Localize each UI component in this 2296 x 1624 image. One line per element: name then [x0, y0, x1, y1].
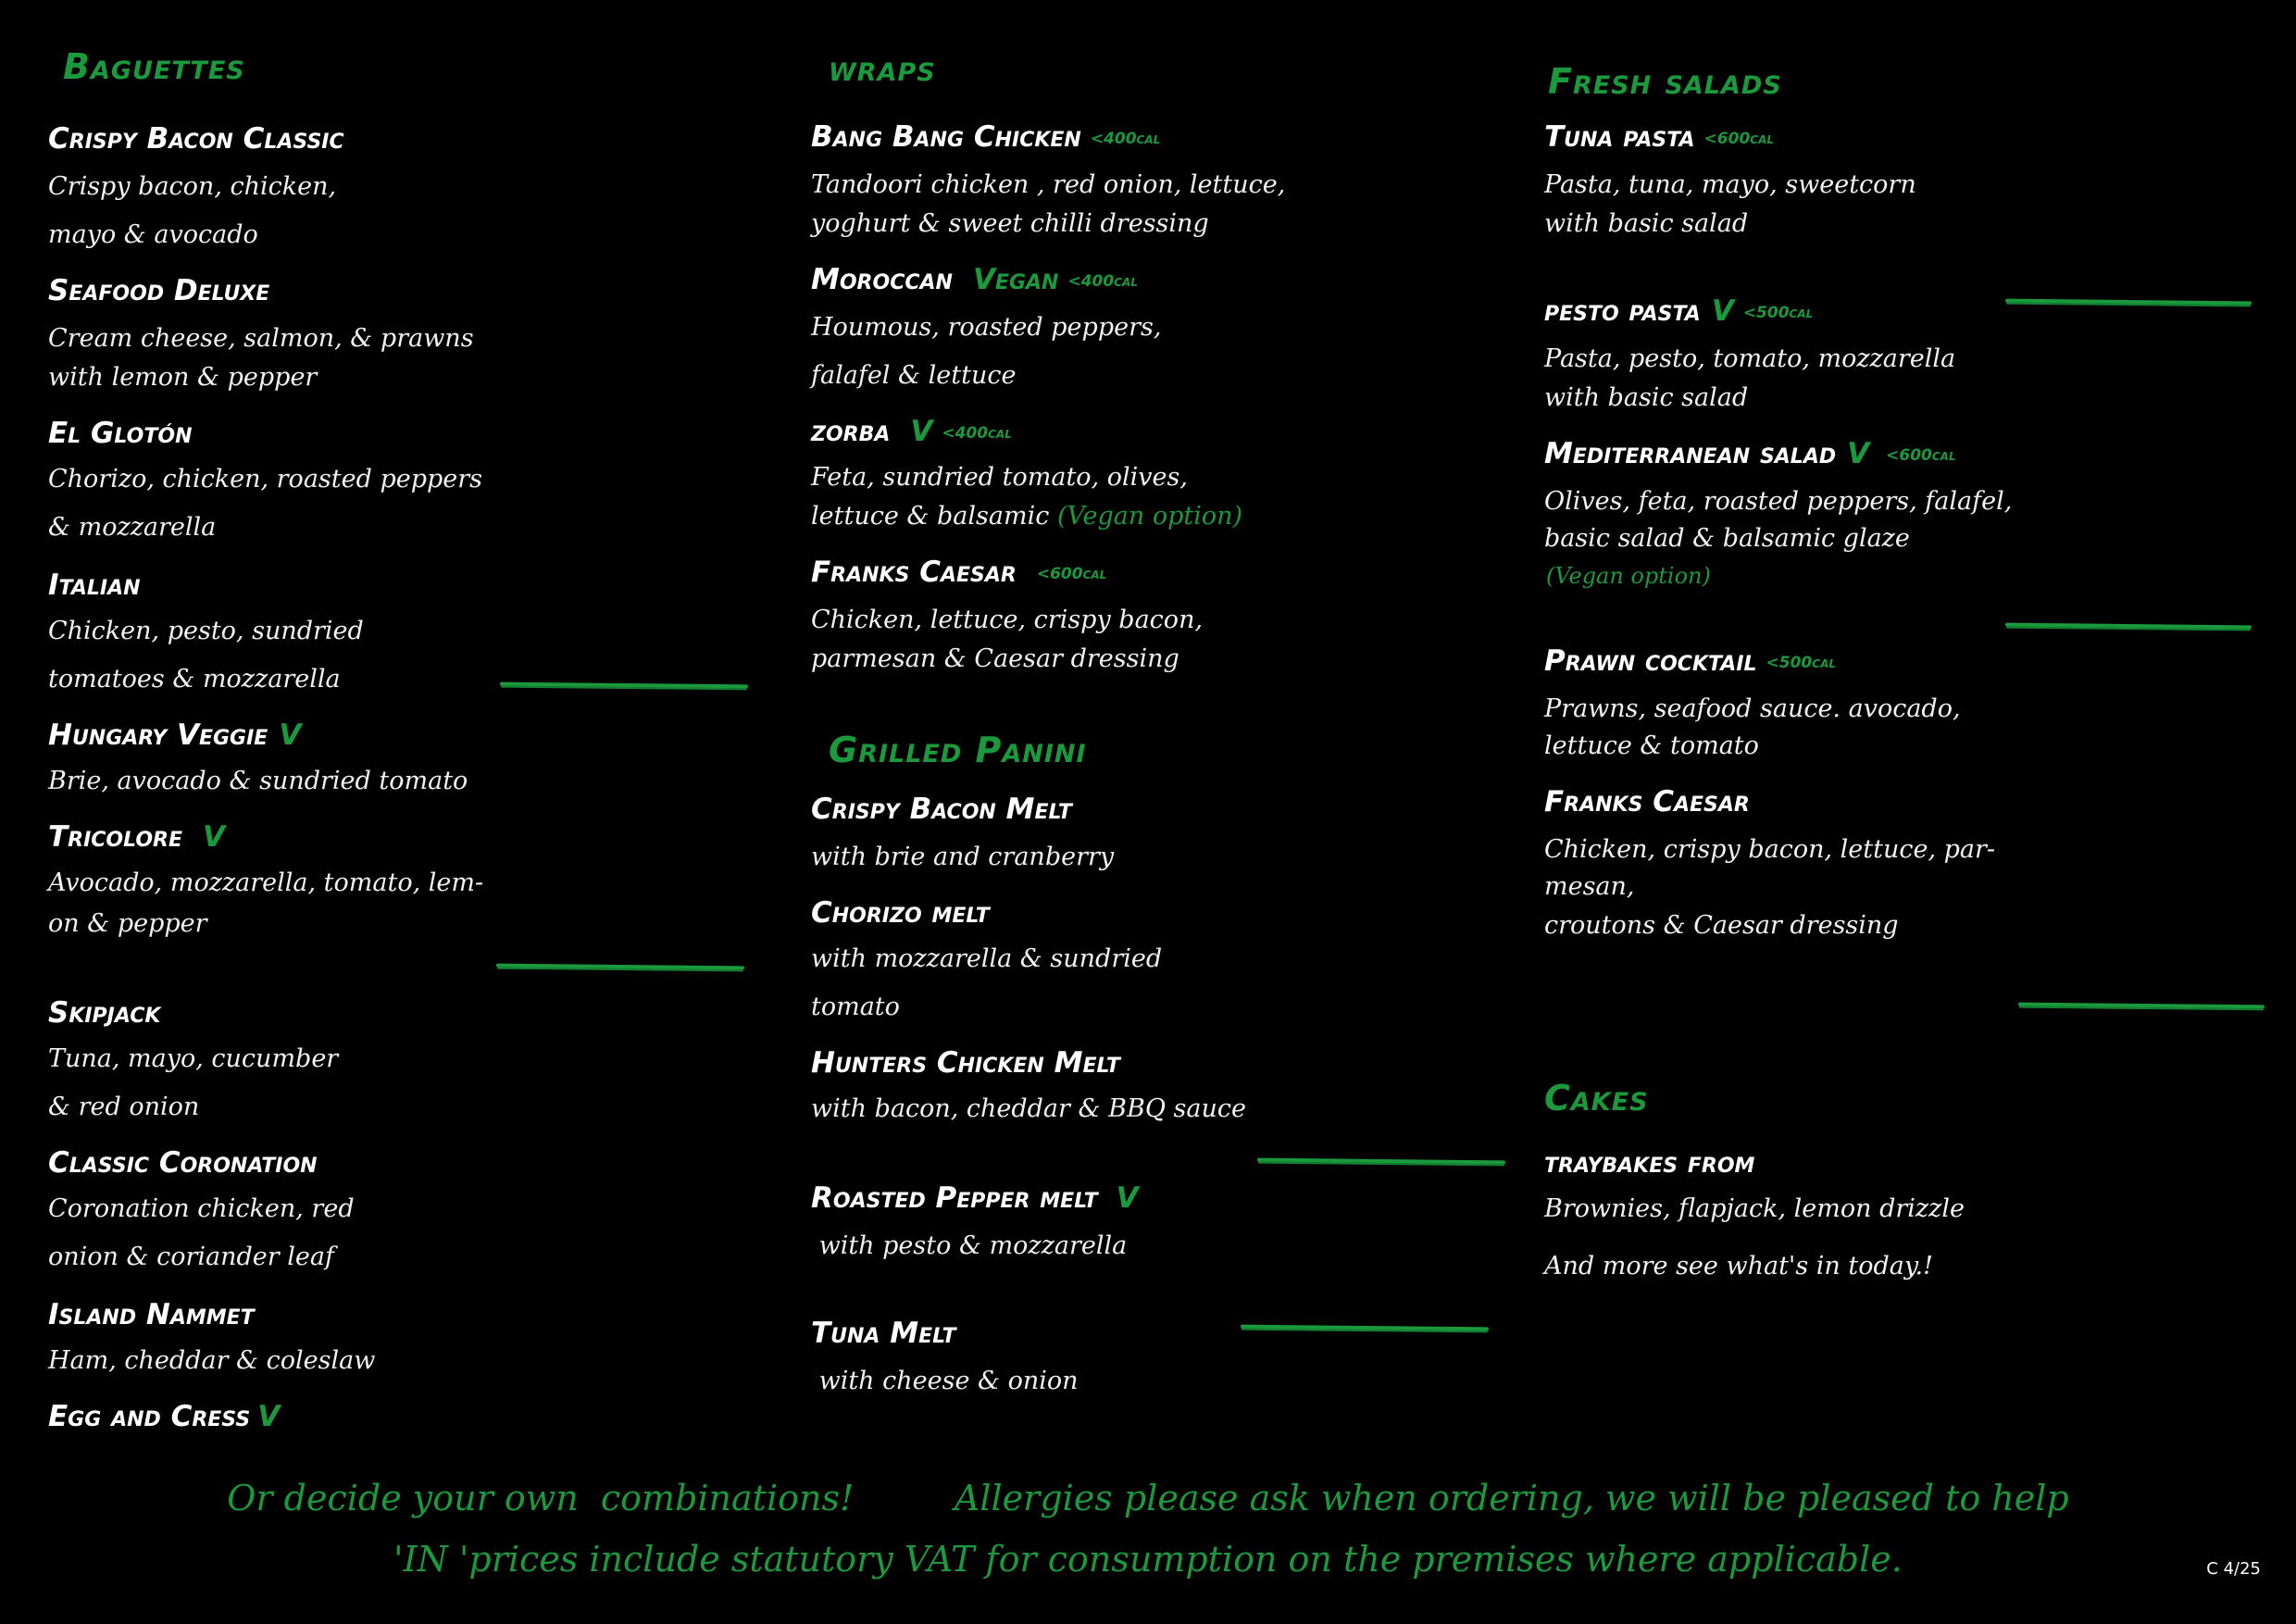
item-desc: Olives, feta, roasted peppers, falafel, [1544, 487, 2013, 516]
item-desc: with basic salad [1544, 209, 1749, 238]
item-desc: onion & coriander leaf [48, 1243, 334, 1271]
item-desc: mesan, [1544, 872, 1635, 901]
vegetarian-badge: V [203, 820, 226, 854]
divider-stroke [2005, 299, 2252, 306]
item-desc: falafel & lettuce [811, 361, 1017, 390]
item-desc: yoghurt & sweet chilli dressing [811, 209, 1209, 238]
calorie-badge: <400cal [942, 423, 1012, 443]
divider-stroke [500, 682, 748, 689]
item-title: zorba V <400cal [811, 415, 1012, 448]
divider-stroke [2018, 1003, 2265, 1009]
item-title: Crispy Bacon Melt [811, 793, 1072, 826]
calorie-badge: <600cal [1886, 445, 1956, 465]
vegetarian-badge: V [257, 1400, 281, 1433]
calorie-badge: <400cal [1067, 271, 1138, 291]
item-desc: basic salad & balsamic glaze [1544, 524, 1910, 553]
item-desc: & mozzarella [48, 513, 217, 542]
item-desc: with bacon, cheddar & BBQ sauce [811, 1094, 1246, 1123]
item-title: Classic Coronation [48, 1146, 318, 1180]
item-title: Tricolore V [48, 820, 226, 854]
item-desc: Chicken, lettuce, crispy bacon, [811, 606, 1204, 634]
item-title: Bang Bang Chicken <400cal [811, 120, 1161, 154]
vegetarian-badge: V [1847, 437, 1870, 470]
item-desc: Prawns, seafood sauce. avocado, [1544, 694, 1961, 723]
item-desc: with pesto & mozzarella [811, 1231, 1128, 1260]
item-title: Franks Caesar <600cal [811, 556, 1107, 589]
item-desc: parmesan & Caesar dressing [811, 644, 1179, 673]
item-title: Mediterranean salad V <600cal [1544, 437, 1956, 470]
divider-stroke [1257, 1158, 1505, 1165]
calorie-badge: <600cal [1703, 129, 1775, 148]
item-desc: And more see what's in today.! [1544, 1252, 1933, 1280]
item-desc: tomato [811, 993, 900, 1021]
item-title: Hungary Veggie V [48, 718, 302, 752]
item-desc: Chicken, crispy bacon, lettuce, par- [1544, 835, 1996, 864]
item-title: Chorizo melt [811, 896, 990, 930]
vegetarian-badge: V [1711, 294, 1734, 328]
calorie-badge: <500cal [1742, 303, 1814, 322]
item-desc: Avocado, mozzarella, tomato, lem- [48, 868, 484, 897]
item-title: Italian [48, 568, 141, 602]
panini-heading: Grilled Panini [829, 730, 1087, 770]
item-desc: lettuce & balsamic (Vegan option) [811, 502, 1243, 531]
item-desc: Chorizo, chicken, roasted peppers [48, 465, 483, 493]
baguettes-heading: Baguettes [63, 46, 245, 87]
item-desc: Ham, cheddar & coleslaw [48, 1346, 376, 1375]
item-desc: with cheese & onion [811, 1367, 1079, 1395]
item-desc: & red onion [48, 1093, 200, 1121]
divider-stroke [496, 964, 744, 970]
item-title: Island Nammet [48, 1298, 255, 1331]
item-desc: tomatoes & mozzarella [48, 665, 341, 693]
item-desc: Coronation chicken, red [48, 1194, 355, 1223]
item-desc: Tuna, mayo, cucumber [48, 1044, 339, 1073]
item-title: Tuna Melt [811, 1317, 956, 1350]
item-desc: Cream cheese, salmon, & prawns [48, 324, 474, 353]
divider-stroke [1241, 1325, 1489, 1331]
footer-allergy-line: Or decide your own combinations! Allergies please ask when ordering, we will be pleased to help [227, 1478, 2069, 1518]
vegetarian-badge: V [1116, 1181, 1139, 1215]
item-desc: Pasta, pesto, tomato, mozzarella [1544, 344, 1956, 373]
item-title: Franks Caesar [1544, 785, 1750, 818]
item-title: Egg and Cress V [48, 1400, 281, 1433]
item-desc: Houmous, roasted peppers, [811, 313, 1162, 342]
item-desc: Brie, avocado & sundried tomato [48, 767, 468, 795]
item-desc: with mozzarella & sundried [811, 944, 1163, 973]
footer-vat-line: 'IN 'prices include statutory VAT for consumption on the premises where applicable. [393, 1539, 1903, 1580]
vegan-option-note: (Vegan option) [1056, 502, 1243, 531]
item-desc: Pasta, tuna, mayo, sweetcorn [1544, 170, 1916, 199]
vegetarian-badge: V [279, 718, 302, 752]
menu-code: C 4/25 [2206, 1559, 2261, 1579]
vegan-option-note: (Vegan option) [1546, 563, 1711, 589]
calorie-badge: <600cal [1036, 564, 1107, 583]
item-desc: Feta, sundried tomato, olives, [811, 463, 1188, 492]
wraps-heading: wraps [829, 48, 936, 89]
item-title: Roasted Pepper melt V [811, 1181, 1139, 1215]
item-desc: with brie and cranberry [811, 843, 1115, 871]
item-desc: croutons & Caesar dressing [1544, 911, 1899, 940]
item-desc: Tandoori chicken , red onion, lettuce, [811, 170, 1286, 199]
item-desc: on & pepper [48, 909, 207, 938]
cakes-heading: Cakes [1544, 1078, 1649, 1118]
item-title: Hunters Chicken Melt [811, 1046, 1120, 1080]
salads-heading: Fresh salads [1548, 61, 1782, 102]
item-title: Moroccan Vegan <400cal [811, 263, 1138, 296]
item-desc: with basic salad [1544, 383, 1749, 412]
item-title: Seafood Deluxe [48, 274, 270, 307]
item-title: pesto pasta V <500cal [1544, 294, 1814, 328]
item-title: Skipjack [48, 996, 161, 1030]
item-title: Prawn cocktail <500cal [1544, 644, 1837, 678]
item-title: Tuna pasta <600cal [1544, 120, 1775, 154]
item-desc: Crispy bacon, chicken, [48, 172, 337, 201]
item-title: traybakes from [1544, 1146, 1755, 1180]
item-desc: Brownies, flapjack, lemon drizzle [1544, 1194, 1965, 1223]
divider-stroke [2005, 623, 2252, 630]
vegan-badge: Vegan [972, 263, 1059, 296]
item-desc: mayo & avocado [48, 220, 258, 249]
item-desc: with lemon & pepper [48, 363, 318, 392]
calorie-badge: <400cal [1090, 129, 1161, 148]
item-title: Crispy Bacon Classic [48, 122, 344, 156]
item-desc: lettuce & tomato [1544, 731, 1759, 760]
vegetarian-badge: V [910, 415, 933, 448]
item-desc: Chicken, pesto, sundried [48, 617, 364, 645]
item-title: El Glotón [48, 417, 193, 450]
calorie-badge: <500cal [1766, 653, 1837, 672]
